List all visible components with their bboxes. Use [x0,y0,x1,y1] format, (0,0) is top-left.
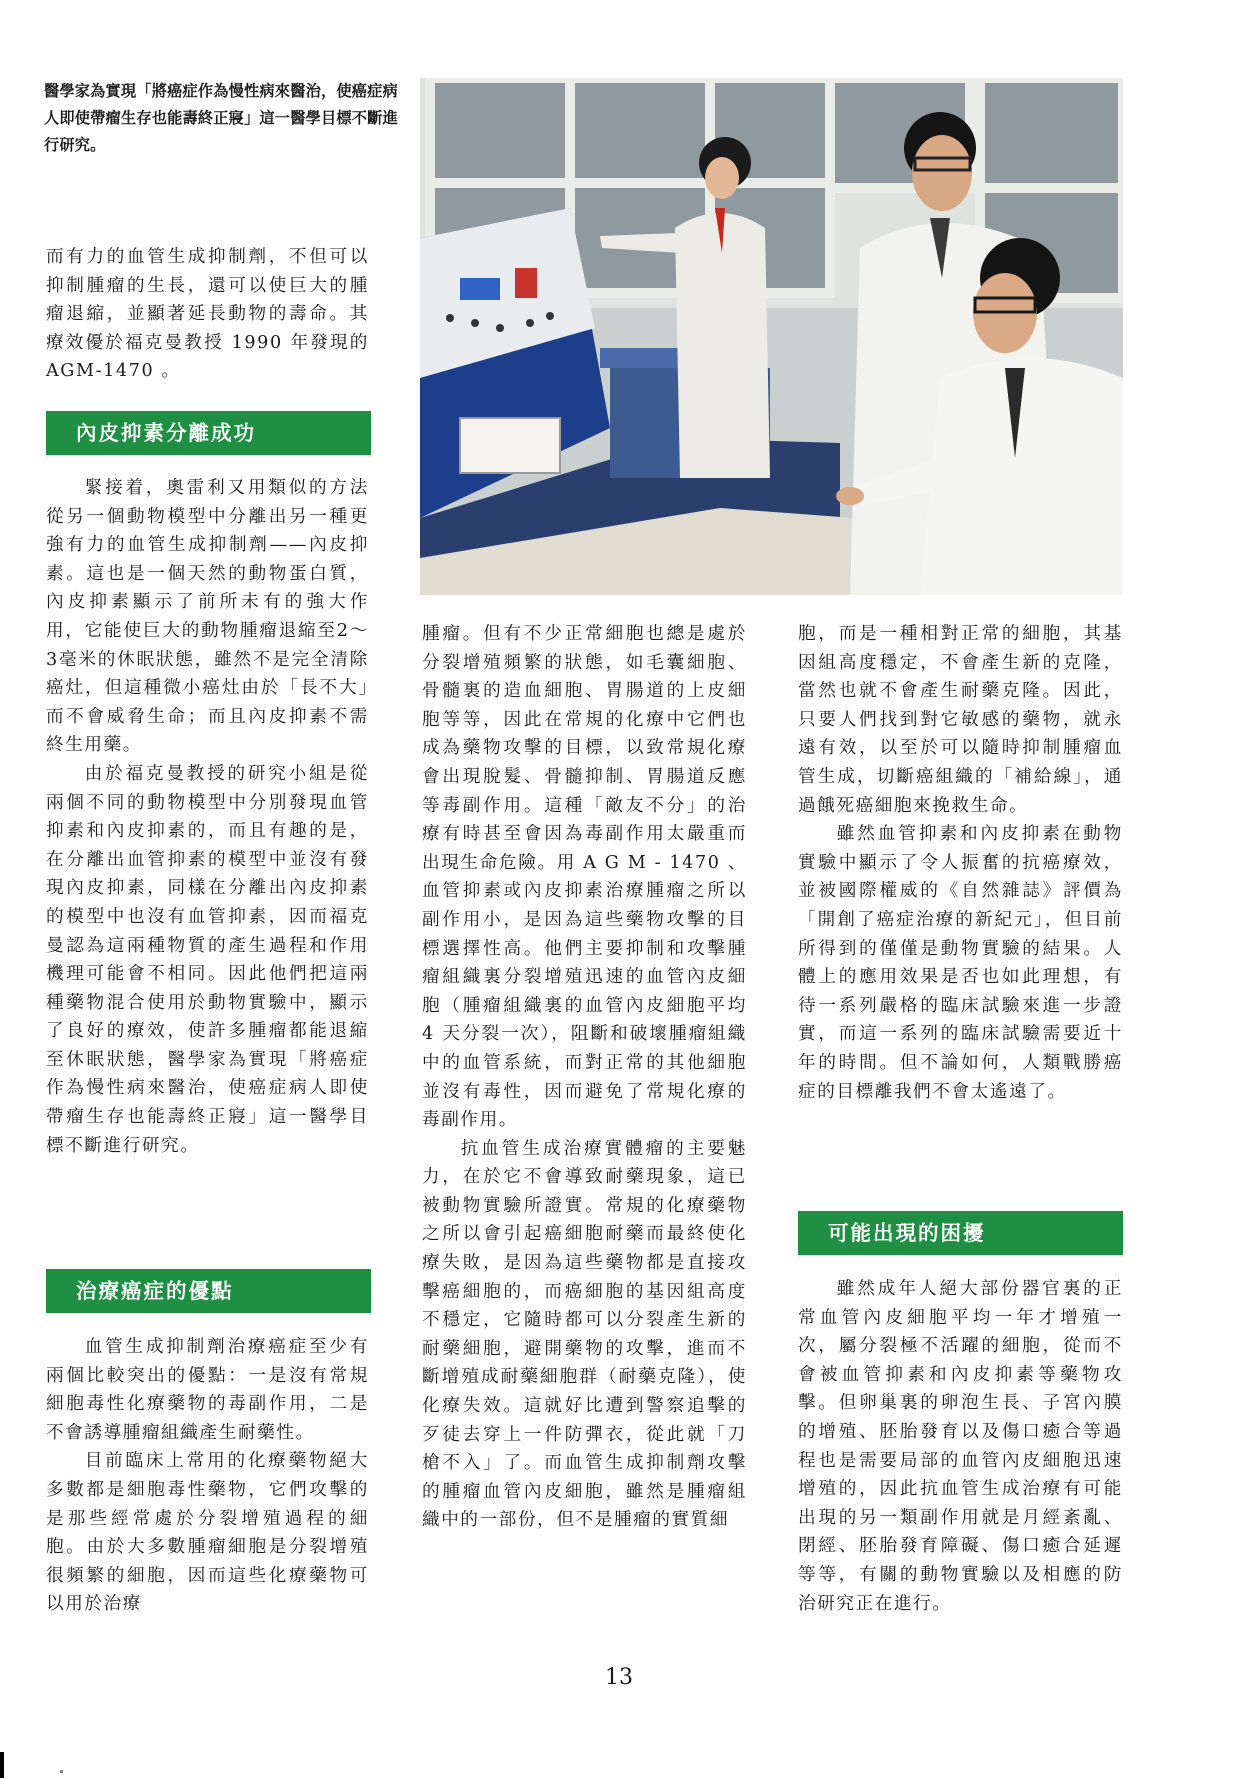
paragraph: 血管生成抑制劑治療癌症至少有兩個比較突出的優點：一是沒有常規細胞毒性化療藥物的毒副作用，二是不會誘導腫瘤組織產生耐藥性。 [46,1337,369,1443]
photo-caption: 醫學家為實現「將癌症作為慢性病來醫治，使癌症病人即使帶瘤生存也能壽終正寢」這一醫學目標不斷進行研究。 [44,82,398,154]
column-middle [422,620,747,1535]
paragraph: 緊接着，奧雷利又用類似的方法從另一個動物模型中分離出另一種更強有力的血管生成抑制劑——內皮抑素。這也是一個天然的動物蛋白質，內皮抑素顯示了前所未有的強大作用，它能使巨大的動物腫瘤退縮至2～3毫米的休眠狀態，雖然不是完全清除癌灶，但這種微小癌灶由於「長不大」而不會威脅生命；而且內皮抑素不需終生用藥。 [46,478,369,756]
column-left-bottom [46,1333,369,1619]
section-heading-problems: 可能出現的困擾 [798,1211,1123,1255]
paragraph: 雖然成年人絕大部份器官裏的正常血管內皮細胞平均一年才增殖一次，屬分裂極不活躍的細胞，從而不會被血管抑素和內皮抑素等藥物攻擊。但卵巢裏的卵泡生長、子宮內膜的增殖、胚胎發育以及傷口癒合等過程也是需要局部的血管內皮細胞迅速增殖的，因此抗血管生成治療有可能出現的另一類副作用就是月經紊亂、閉經、胚胎發育障礙、傷口癒合延遲等等，有關的動物實驗以及相應的防治研究正在進行。 [798,1279,1123,1614]
column-left-body [46,474,369,1160]
paragraph: 而有力的血管生成抑制劑，不但可以抑制腫瘤的生長，還可以使巨大的腫瘤退縮，並顯著延長動物的壽命。其療效優於福克曼教授 1990 年發現的 AGM-1470 。 [46,247,369,382]
paragraph: 腫瘤。但有不少正常細胞也總是處於分裂增殖頻繁的狀態，如毛囊細胞、骨髓裏的造血細胞、胃腸道的上皮細胞等等，因此在常規的化療中它們也成為藥物攻擊的目標，以致常規化療會出現脫髮、骨髓抑制、胃腸道反應等毒副作用。這種「敵友不分」的治療有時甚至會因為毒副作用太嚴重而出現生命危險。用 A G M - 1470 、血管抑素或內皮抑素治療腫瘤之所以副作用小，是因為這些藥物攻擊的目標選擇性高。他們主要抑制和攻擊腫瘤組織裏分裂增殖迅速的血管內皮細胞（腫瘤組織裏的血管內皮細胞平均 4 天分裂一次），阻斷和破壞腫瘤組織中的血管系統，而對正常的其他細胞並沒有毒性，因而避免了常規化療的毒副作用。 [422,624,747,1131]
paragraph: 雖然血管抑素和內皮抑素在動物實驗中顯示了令人振奮的抗癌療效，並被國際權威的《自然雜誌》評價為「開創了癌症治療的新紀元」，但目前所得到的僅僅是動物實驗的結果。人體上的應用效果是否也如此理想，有待一系列嚴格的臨床試驗來進一步證實，而這一系列的臨床試驗需要近十年的時間。但不論如何，人類戰勝癌症的目標離我們不會太遙遠了。 [798,824,1123,1102]
paragraph: 由於福克曼教授的研究小組是從兩個不同的動物模型中分別發現血管抑素和內皮抑素的，而且有趣的是，在分離出血管抑素的模型中並沒有發現內皮抑素，同樣在分離出內皮抑素的模型中也沒有血管抑素，因而福克曼認為這兩種物質的產生過程和作用機理可能會不相同。因此他們把這兩種藥物混合使用於動物實驗中，顯示了良好的療效，使許多腫瘤都能退縮至休眠狀態，醫學家為實現「將癌症作為慢性病來醫治，使癌症病人即使帶瘤生存也能壽終正寢」這一醫學目標不斷進行研究。 [46,763,369,1156]
section-heading-advantages: 治療癌症的優點 [46,1269,371,1313]
lab-photo [420,78,1123,595]
paragraph: 胞，而是一種相對正常的細胞，其基因組高度穩定，不會產生新的克隆，當然也就不會產生耐藥克隆。因此，只要人們找到對它敏感的藥物，就永遠有效，以至於可以隨時抑制腫瘤血管生成，切斷癌組織的「補給線」，通過餓死癌細胞來挽救生命。 [798,624,1123,816]
paragraph: 抗血管生成治療實體瘤的主要魅力，在於它不會導致耐藥現象，這已被動物實驗所證實。常規的化療藥物之所以會引起癌細胞耐藥而最終使化療失敗，是因為這些藥物都是直接攻擊癌細胞的，而癌細胞的基因組高度不穩定，它隨時都可以分裂產生新的耐藥細胞，避開藥物的攻擊，進而不斷增殖成耐藥細胞群（耐藥克隆），使化療失效。這就好比遭到警察追擊的歹徒去穿上一件防彈衣，從此就「刀槍不入」了。而血管生成抑制劑攻擊的腫瘤血管內皮細胞，雖然是腫瘤組織中的一部份，但不是腫瘤的實質細 [422,1138,747,1531]
column-left [46,243,369,386]
column-right-bottom [798,1275,1123,1618]
paragraph: 目前臨床上常用的化療藥物絕大多數都是細胞毒性藥物，它們攻擊的是那些經常處於分裂增殖過程的細胞。由於大多數腫瘤細胞是分裂增殖很頻繁的細胞，因而這些化療藥物可以用於治療 [46,1451,369,1615]
section-heading-endostatin: 內皮抑素分離成功 [46,411,371,455]
column-right [798,620,1123,1106]
scan-dot [60,1770,63,1773]
page-number: 13 [605,1665,633,1690]
scan-edge-mark [0,1752,4,1778]
